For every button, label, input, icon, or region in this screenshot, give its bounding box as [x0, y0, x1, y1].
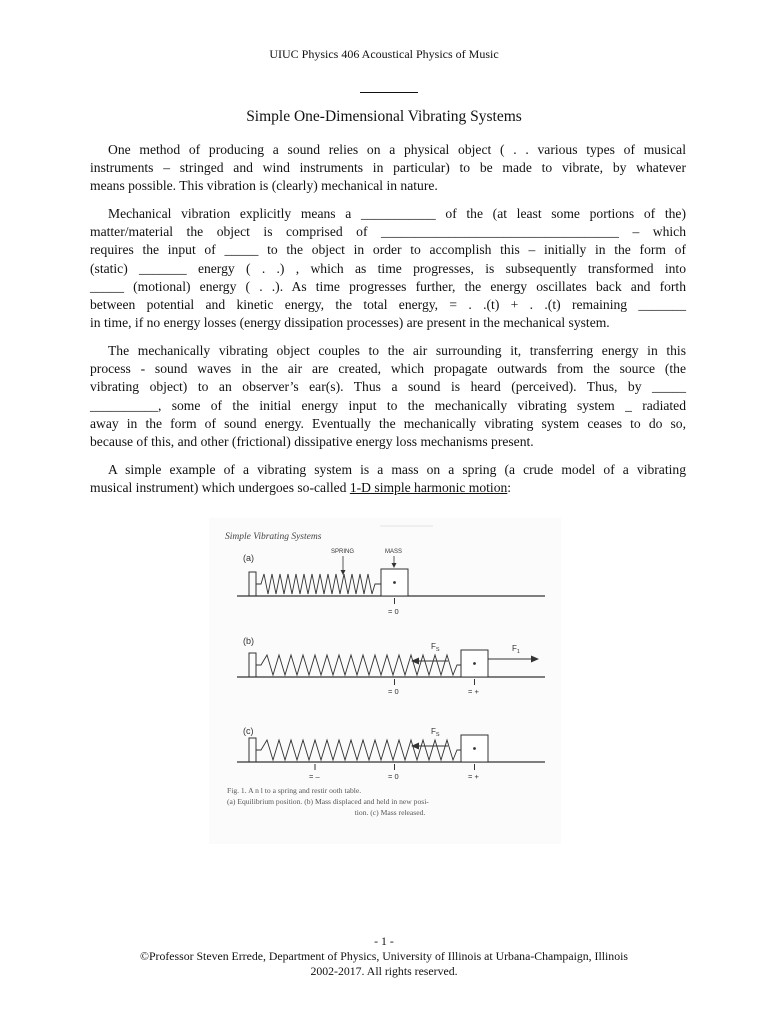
page-number: - 1 -: [374, 934, 394, 948]
paragraph-2: [90, 205, 686, 332]
mass-center-dot: [393, 581, 396, 584]
position-label-plus: = +: [468, 687, 479, 696]
mass-center-dot: [473, 662, 476, 665]
spring-label: SPRING: [331, 549, 355, 555]
figure-svg: [205, 518, 565, 848]
text-line: between potential and kinetic energy, the total energy, = . .(t) + . .(t) remaining _______: [90, 297, 686, 313]
mass-center-dot: [473, 747, 476, 750]
position-label-zero: = 0: [388, 772, 399, 781]
text-span: :: [507, 480, 512, 496]
position-label-zero: = 0: [388, 607, 399, 616]
text-line: means possible. This vibration is (clearly) mechanical in nature.: [90, 178, 438, 194]
copyright-line-2: 2002-2017. All rights reserved.: [310, 964, 458, 978]
title-rule: [360, 92, 418, 93]
text-line: because of this, and other (frictional) dissipative energy loss mechanisms present.: [90, 434, 534, 450]
text-line: Mechanical vibration explicitly means a ___________ of the (at least some portions of the): [108, 206, 686, 221]
paragraph-3: [90, 342, 686, 451]
text-line: away in the form of sound energy. Eventually the mechanically vibrating system ceases to do so,: [90, 415, 686, 431]
paragraph-4: [90, 461, 686, 497]
text-line: (static) _______ energy ( . .) , which as time progresses, is subsequently transformed into: [90, 260, 686, 276]
text-span: musical instrument) which undergoes so-called: [90, 480, 350, 496]
figure-background: [209, 518, 561, 844]
text-line: vibrating object) to an observer’s ear(s). Thus a sound is heard (perceived). Thus, by _____: [90, 379, 686, 395]
running-header: UIUC Physics 406 Acoustical Physics of Music: [269, 47, 499, 61]
mass-label: MASS: [385, 549, 403, 555]
text-line: _____ (motional) energy ( . .). As time progresses further, the energy oscillates back and forth: [90, 278, 686, 294]
force-symbol: F: [512, 644, 517, 653]
position-label-plus: = +: [468, 772, 479, 781]
text-line: A simple example of a vibrating system is a mass on a spring (a crude model of a vibrating: [108, 462, 686, 477]
page-title: Simple One-Dimensional Vibrating Systems: [246, 108, 522, 125]
force-symbol: F: [431, 642, 436, 651]
force-symbol: F: [431, 727, 436, 736]
copyright-line-1: ©Professor Steven Errede, Department of Physics, University of Illinois at Urbana-Champaign, Illinois: [140, 949, 628, 963]
figure-heading: Simple Vibrating Systems: [225, 532, 322, 542]
text-line: The mechanically vibrating object couples to the air surrounding it, transferring energy in this: [108, 343, 686, 358]
text-line: requires the input of _____ to the object in order to accomplish this – initially in the form of: [90, 242, 686, 258]
text-line: in time, if no energy losses (energy dissipation processes) are present in the mechanical system.: [90, 315, 610, 331]
text-line: matter/material the object is comprised of ___________________________________ – which: [90, 224, 686, 240]
position-label-zero: = 0: [388, 687, 399, 696]
force-subscript: S: [435, 647, 440, 653]
panel-a-label: (a): [243, 553, 254, 563]
figure-caption-line-2: (a) Equilibrium position. (b) Mass displaced and held in new posi-: [227, 797, 429, 806]
paragraph-1: [90, 141, 686, 196]
text-line: __________, some of the initial energy input to the mechanically vibrating system _ radiated: [90, 397, 686, 413]
term-link-shm: 1-D simple harmonic motion: [349, 480, 508, 496]
force-subscript: S: [435, 732, 440, 738]
text-line: One method of producing a sound relies on a physical object ( . . various types of musical: [108, 142, 686, 157]
figure-caption-line-3: tion. (c) Mass released.: [354, 808, 426, 817]
force-subscript: 1: [516, 649, 520, 655]
panel-c-label: (c): [243, 726, 254, 736]
figure-1: [205, 518, 565, 848]
panel-b-label: (b): [243, 636, 254, 646]
text-line: [90, 479, 686, 497]
text-line: process - sound waves in the air are created, which propagate outwards from the source (the: [90, 361, 686, 377]
position-label-minus: = –: [309, 772, 320, 781]
figure-caption-line-1: Fig. 1. A n l to a spring and restir ooth table.: [227, 786, 362, 795]
text-line: instruments – stringed and wind instruments in particular) to be made to vibrate, by whatever: [90, 160, 686, 176]
